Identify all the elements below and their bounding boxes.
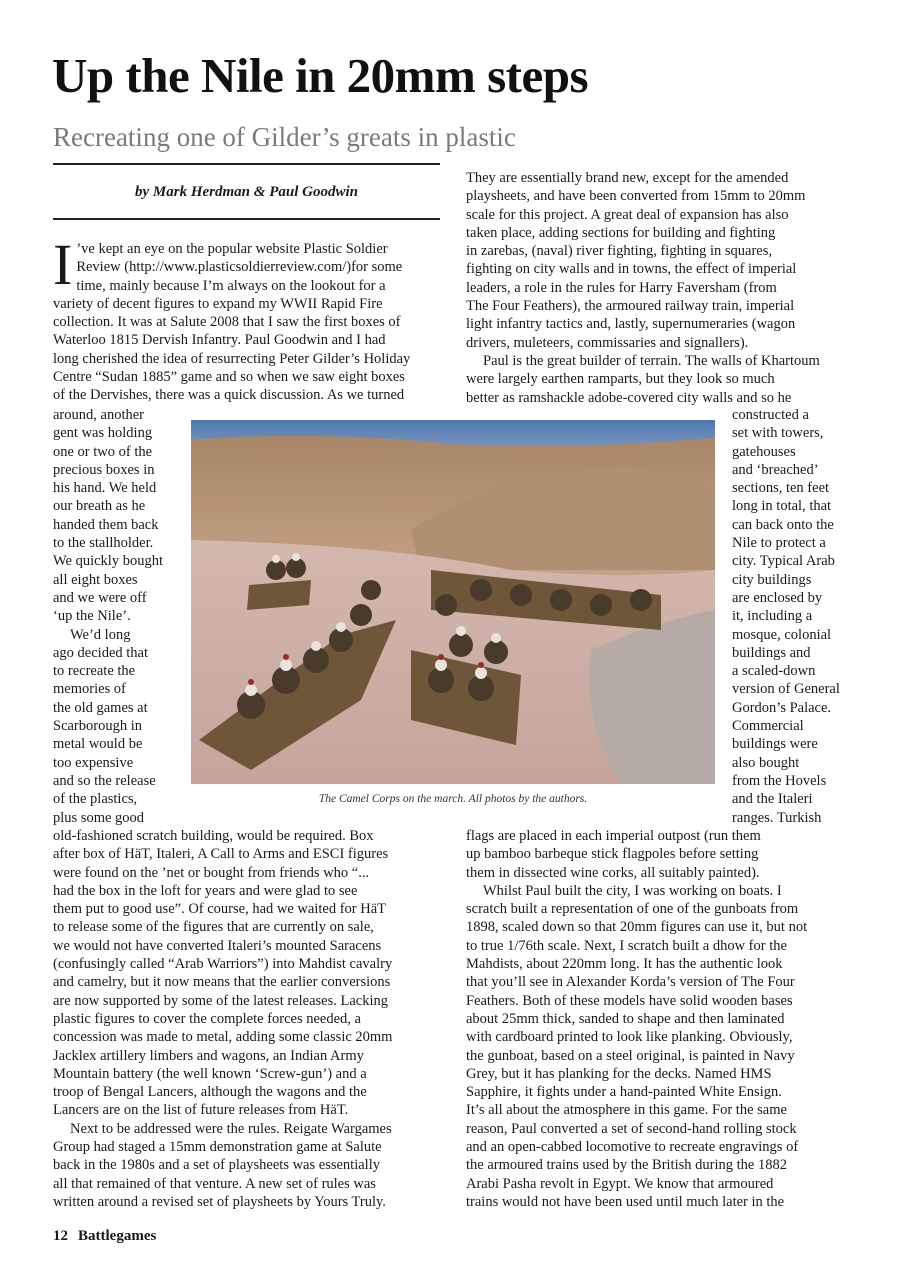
text-line: Sapphire, it fights under a hand-painted White Ensign. <box>466 1084 782 1101</box>
text-line: that you’ll see in Alexander Korda’s version of The Four <box>466 974 795 991</box>
text-line: one or two of the <box>53 443 153 460</box>
text-line: Gordon’s Palace. <box>732 699 832 716</box>
text-line: We’d long <box>70 626 131 643</box>
byline: by Mark Herdman & Paul Goodwin <box>135 184 358 200</box>
column-2-narrow <box>732 406 867 827</box>
text-line: troop of Bengal Lancers, although the wagons and the <box>53 1084 367 1101</box>
text-line: city buildings <box>732 571 812 588</box>
text-line: variety of decent figures to expand my WWII Rapid Fire <box>53 295 383 312</box>
text-line: his hand. We held <box>53 480 157 497</box>
text-line: metal would be <box>53 736 143 753</box>
text-line: our breath as he <box>53 498 146 515</box>
text-line: are enclosed by <box>732 589 823 606</box>
text-line: and an open-cabbed locomotive to recreate engravings of <box>466 1139 799 1156</box>
rule-top <box>53 163 440 165</box>
text-line: back in the 1980s and a set of playsheets was essentially <box>53 1157 380 1174</box>
text-line: constructed a <box>732 407 809 423</box>
text-line: all that remained of that venture. A new set of rules was <box>53 1175 376 1192</box>
text-line: leaders, a role in the rules for Harry Faversham (from <box>466 279 777 296</box>
text-line: a scaled-down <box>732 663 816 680</box>
text-line: long cherished the idea of resurrecting Peter Gilder’s Holiday <box>53 350 411 367</box>
column-1-top <box>53 232 443 405</box>
text-line: Nile to protect a <box>732 535 826 552</box>
text-line: Waterloo 1815 Dervish Infantry. Paul Goodwin and I had <box>53 332 386 349</box>
text-line: (confusingly called “Arab Warriors”) into Mahdist cavalry <box>53 956 393 973</box>
text-line: after box of HäT, Italeri, A Call to Arms and ESCI figures <box>53 846 389 863</box>
text-line: playsheets, and have been converted from 15mm to 20mm <box>466 188 806 205</box>
column-2-bottom <box>466 827 856 1211</box>
text-line: ’ve kept an eye on the popular website Plastic Soldier <box>76 241 388 257</box>
article-subtitle: Recreating one of Gilder’s greats in plastic <box>53 122 516 152</box>
text-line: about 25mm thick, sanded to shape and then laminated <box>466 1010 785 1027</box>
text-line: reason, Paul converted a set of second-hand rolling stock <box>466 1120 797 1137</box>
text-line: it, including a <box>732 608 813 625</box>
text-line: had the box in the loft for years and were glad to see <box>53 882 358 899</box>
text-line: gatehouses <box>732 443 796 460</box>
text-line: and we were off <box>53 589 147 606</box>
text-line: also bought <box>732 754 800 771</box>
text-line: concession was made to metal, adding some classic 20mm <box>53 1029 393 1046</box>
text-line: and camelry, but it now means that the earlier conversions <box>53 974 391 991</box>
text-line: with cardboard printed to look like planking. Obviously, <box>466 1029 793 1046</box>
rule-bottom <box>53 218 440 220</box>
text-line: flags are placed in each imperial outpost (run them <box>466 828 761 844</box>
text-line: plus some good <box>53 809 145 826</box>
text-line: Lancers are on the list of future releases from HäT. <box>53 1102 349 1119</box>
text-line: can back onto the <box>732 516 834 533</box>
page-number: 12 <box>53 1228 68 1244</box>
text-line: time, mainly because I’m always on the lookout for a <box>76 277 386 294</box>
text-line: gent was holding <box>53 425 153 442</box>
text-line: Whilst Paul built the city, I was working on boats. I <box>483 882 782 899</box>
text-line: Paul is the great builder of terrain. The walls of Khartoum <box>483 352 820 369</box>
text-line: sections, ten feet <box>732 480 830 497</box>
text-line: them put to good use”. Of course, had we waited for HäT <box>53 901 386 918</box>
text-line: taken place, adding sections for building and fighting <box>466 224 776 241</box>
text-line: buildings were <box>732 736 818 753</box>
text-line: are now supported by some of the latest releases. Lacking <box>53 992 389 1009</box>
text-line: trains would not have been used until much later in the <box>466 1193 785 1210</box>
text-line: the old games at <box>53 699 148 716</box>
text-line: to recreate the <box>53 663 136 680</box>
text-line: memories of <box>53 681 126 698</box>
text-line: Centre “Sudan 1885” game and so when we saw eight boxes <box>53 369 405 386</box>
text-line: up bamboo barbeque stick flagpoles before setting <box>466 846 759 863</box>
drop-cap: I <box>53 232 73 297</box>
text-line: and the Italeri <box>732 791 813 808</box>
text-line: in zarebas, (naval) river fighting, fighting in squares, <box>466 243 773 260</box>
text-line: around, another <box>53 407 144 423</box>
text-line: long in total, that <box>732 498 832 515</box>
text-line: city. Typical Arab <box>732 553 835 570</box>
text-line: plastic figures to cover the complete forces needed, a <box>53 1010 361 1027</box>
text-line: the gunboat, based on a steel original, is painted in Navy <box>466 1047 795 1064</box>
text-line: version of General <box>732 681 840 698</box>
text-line: we would not have converted Italeri’s mounted Saracens <box>53 937 382 954</box>
camel-corps-photo <box>191 420 715 784</box>
text-line: Scarborough in <box>53 718 142 735</box>
column-1-bottom <box>53 827 443 1211</box>
text-line: all eight boxes <box>53 571 138 588</box>
text-line: were found on the ’net or bought from friends who “... <box>53 864 370 881</box>
text-line: precious boxes in <box>53 461 155 478</box>
text-line: to true 1/76th scale. Next, I scratch built a dhow for the <box>466 937 787 954</box>
text-line: were largely earthen ramparts, but they look so much <box>466 371 775 388</box>
text-line: ago decided that <box>53 644 149 661</box>
camel-corps-illustration <box>191 420 715 784</box>
column-1-narrow <box>53 406 188 827</box>
text-line: Jacklex artillery limbers and wagons, an Indian Army <box>53 1047 364 1064</box>
text-line: Grey, but it has planking for the decks. Named HMS <box>466 1065 772 1082</box>
text-line: Mountain battery (the well known ‘Screw-gun’) and a <box>53 1065 367 1082</box>
text-line: Arabi Pasha revolt in Egypt. We know that armoured <box>466 1175 774 1192</box>
text-line: fighting on city walls and in towns, the effect of imperial <box>466 261 797 278</box>
text-line: scale for this project. A great deal of expansion has also <box>466 206 789 223</box>
magazine-name: Battlegames <box>78 1228 157 1244</box>
text-line: The Four Feathers), the armoured railway train, imperial <box>466 298 795 315</box>
text-line: We quickly bought <box>53 553 163 570</box>
text-line: buildings and <box>732 644 811 661</box>
text-line: Next to be addressed were the rules. Reigate Wargames <box>70 1120 392 1137</box>
text-line: Group had staged a 15mm demonstration game at Salute <box>53 1139 382 1156</box>
text-line: to release some of the figures that are currently on sale, <box>53 919 374 936</box>
text-line: Review (http://www.plasticsoldierreview.com/)for some <box>76 259 403 276</box>
text-line: better as ramshackle adobe-covered city walls and so he <box>466 389 792 406</box>
text-line: drivers, muleteers, commissaries and signallers). <box>466 334 749 351</box>
text-line: the armoured trains used by the British during the 1882 <box>466 1157 787 1174</box>
text-line: Mahdists, about 220mm long. It has the authentic look <box>466 956 783 973</box>
text-line: and so the release <box>53 772 156 789</box>
text-line: written around a revised set of playsheets by Yours Truly. <box>53 1193 386 1210</box>
article-title: Up the Nile in 20mm steps <box>52 48 589 103</box>
text-line: old-fashioned scratch building, would be required. Box <box>53 828 374 844</box>
text-line: from the Hovels <box>732 772 827 789</box>
text-line: of the plastics, <box>53 791 138 808</box>
text-line: 1898, scaled down so that 20mm figures can use it, but not <box>466 919 808 936</box>
text-line: It’s all about the atmosphere in this game. For the same <box>466 1102 787 1119</box>
text-line: ranges. Turkish <box>732 809 822 826</box>
text-line: set with towers, <box>732 425 824 442</box>
text-line: to the stallholder. <box>53 535 154 552</box>
text-line: scratch built a representation of one of the gunboats from <box>466 901 799 918</box>
photo-caption: The Camel Corps on the march. All photos by the authors. <box>318 793 588 805</box>
text-line: ‘up the Nile’. <box>53 608 131 625</box>
text-line: light infantry tactics and, lastly, supernumeraries (wagon <box>466 316 796 333</box>
page-footer <box>53 1228 166 1245</box>
text-line: handed them back <box>53 516 159 533</box>
text-line: too expensive <box>53 754 134 771</box>
column-2-top <box>466 169 856 407</box>
text-line: mosque, colonial <box>732 626 832 643</box>
text-line: them in dissected wine corks, all suitably painted). <box>466 864 760 881</box>
text-line: and ‘breached’ <box>732 461 819 478</box>
text-line: Feathers. Both of these models have solid wooden bases <box>466 992 793 1009</box>
text-line: They are essentially brand new, except for the amended <box>466 170 789 186</box>
text-line: collection. It was at Salute 2008 that I saw the first boxes of <box>53 314 401 331</box>
text-line: Commercial <box>732 718 804 735</box>
text-line: of the Dervishes, there was a quick discussion. As we turned <box>53 387 405 404</box>
